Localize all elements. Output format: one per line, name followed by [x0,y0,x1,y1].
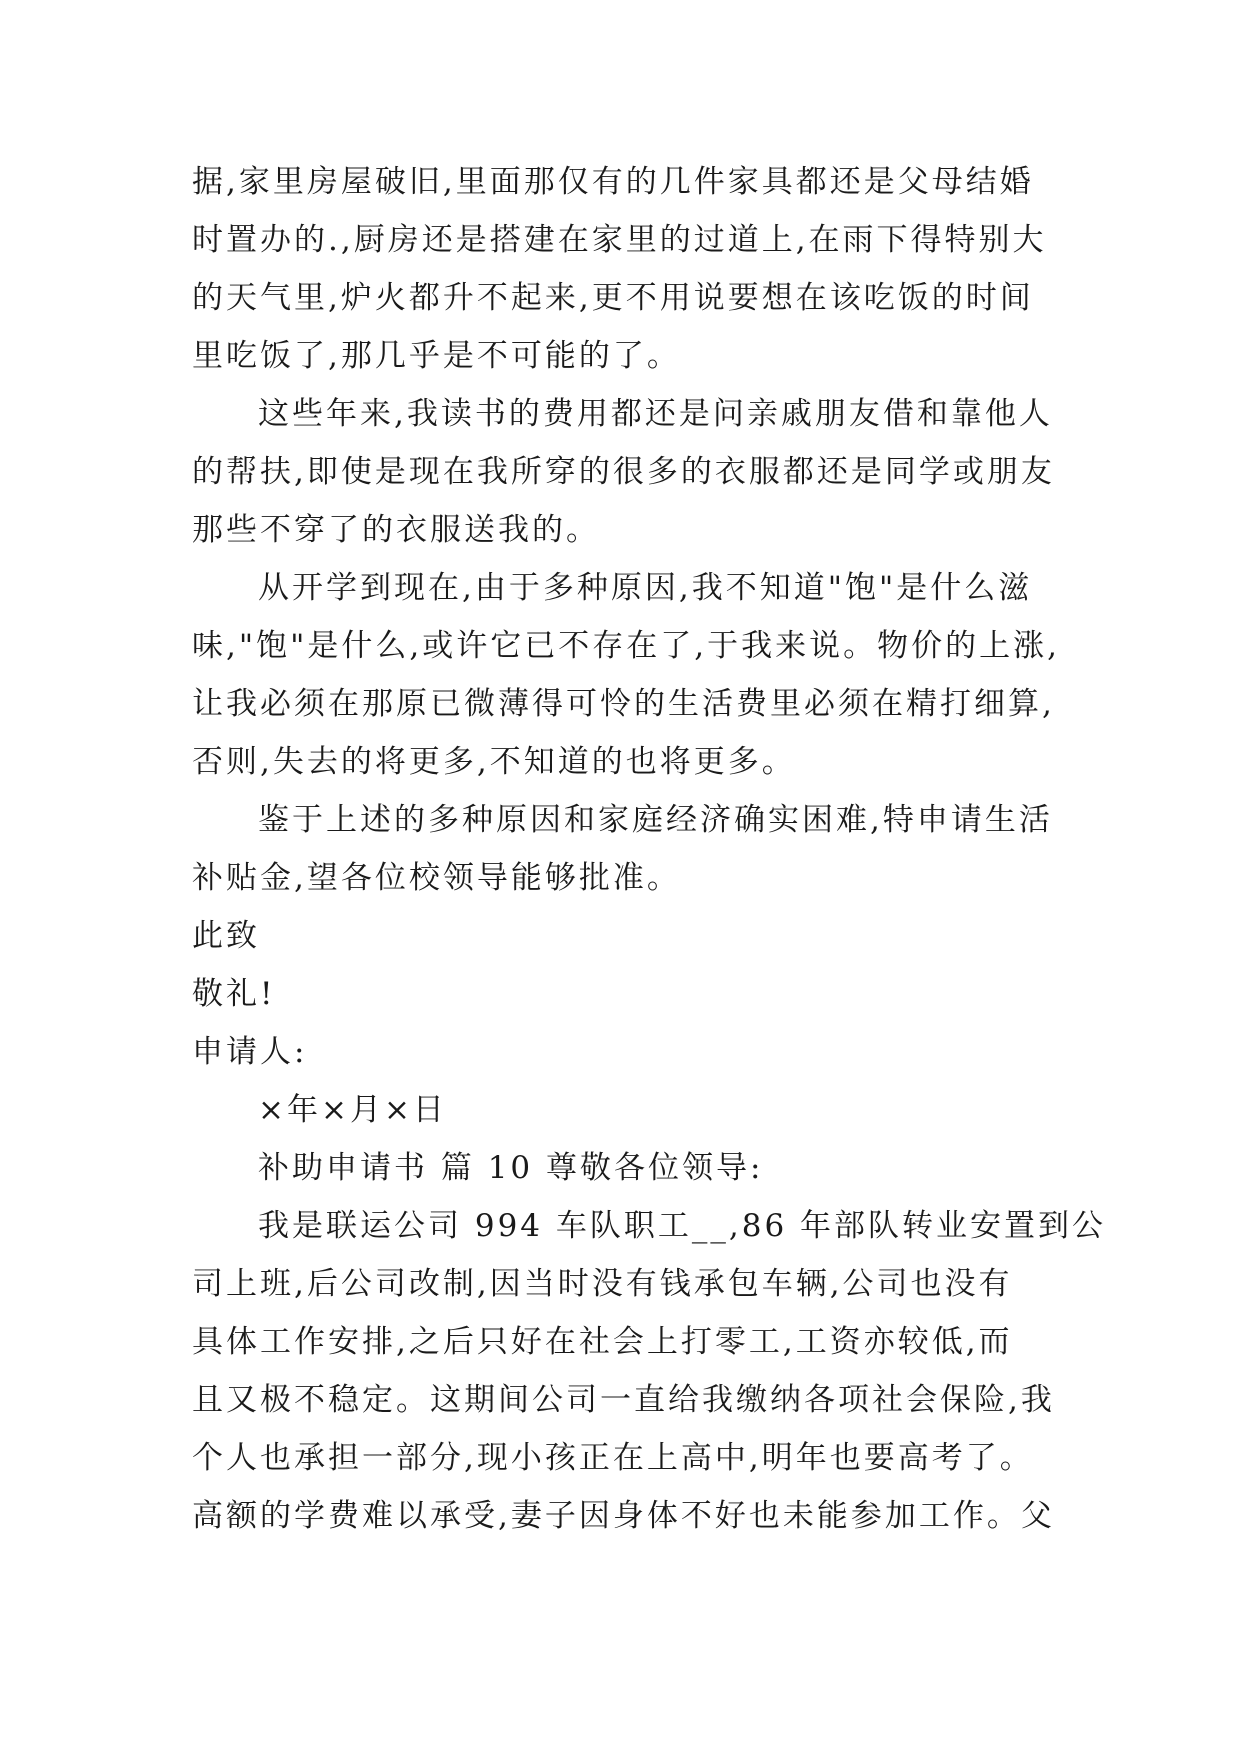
text-line: ×年×月×日 [258,1092,447,1128]
text-line: 我是联运公司 994 车队职工__,86 年部队转业安置到公 [258,1208,1107,1244]
text-line: 的天气里,炉火都升不起来,更不用说要想在该吃饭的时间 [192,280,1034,316]
text-line: 且又极不稳定。这期间公司一直给我缴纳各项社会保险,我 [192,1382,1055,1418]
text-line: 味,"饱"是什么,或许它已不存在了,于我来说。物价的上涨, [192,628,1060,664]
text-line: 让我必须在那原已微薄得可怜的生活费里必须在精打细算, [192,686,1055,722]
text-line: 那些不穿了的衣服送我的。 [192,512,600,548]
text-line: 补贴金,望各位校领导能够批准。 [192,860,681,896]
text-line: 个人也承担一部分,现小孩正在上高中,明年也要高考了。 [192,1440,1034,1476]
text-line: 具体工作安排,之后只好在社会上打零工,工资亦较低,而 [192,1324,1013,1360]
text-line: 从开学到现在,由于多种原因,我不知道"饱"是什么滋 [258,570,1033,606]
text-line: 申请人: [192,1034,308,1070]
text-line: 这些年来,我读书的费用都还是问亲戚朋友借和靠他人 [258,396,1053,432]
document-body [192,153,1107,1545]
text-line: 时置办的.,厨房还是搭建在家里的过道上,在雨下得特别大 [192,222,1047,258]
text-line: 敬礼! [192,976,276,1012]
text-line: 补助申请书 篇 10 尊敬各位领导: [258,1150,764,1186]
text-line: 此致 [192,918,260,954]
text-line: 高额的学费难以承受,妻子因身体不好也未能参加工作。父 [192,1498,1055,1534]
text-line: 据,家里房屋破旧,里面那仅有的几件家具都还是父母结婚 [192,164,1034,200]
text-line: 司上班,后公司改制,因当时没有钱承包车辆,公司也没有 [192,1266,1013,1302]
text-line: 里吃饭了,那几乎是不可能的了。 [192,338,681,374]
text-line: 的帮扶,即使是现在我所穿的很多的衣服都还是同学或朋友 [192,454,1055,490]
text-line: 鉴于上述的多种原因和家庭经济确实困难,特申请生活 [258,802,1053,838]
text-line: 否则,失去的将更多,不知道的也将更多。 [192,744,796,780]
